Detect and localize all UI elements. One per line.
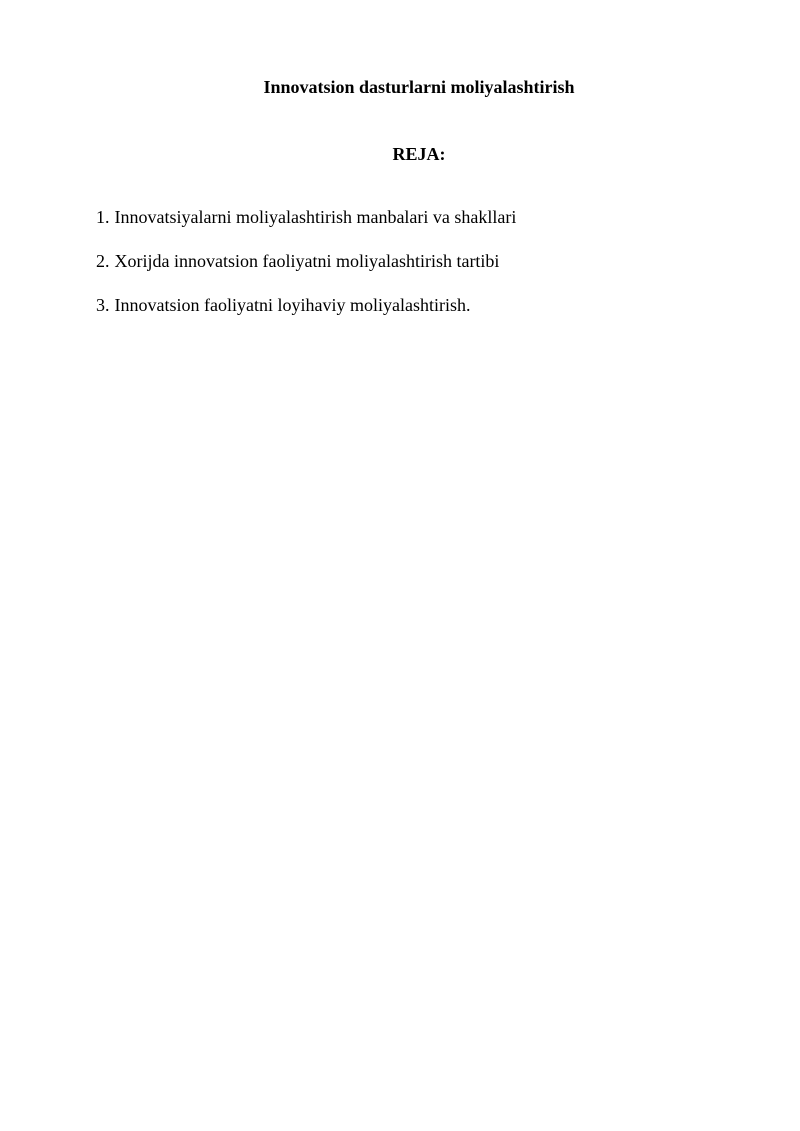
plan-item-number: 3. bbox=[96, 295, 110, 315]
plan-item-text: Innovatsion faoliyatni loyihaviy moliyalashtirish. bbox=[114, 295, 471, 315]
plan-list bbox=[96, 206, 516, 338]
plan-item bbox=[96, 294, 516, 316]
plan-heading: REJA: bbox=[392, 144, 446, 164]
plan-item-number: 1. bbox=[96, 207, 110, 227]
plan-item-text: Xorijda innovatsion faoliyatni moliyalashtirish tartibi bbox=[114, 251, 500, 271]
document-title: Innovatsion dasturlarni moliyalashtirish bbox=[263, 77, 575, 97]
plan-item bbox=[96, 206, 516, 228]
plan-item-text: Innovatsiyalarni moliyalashtirish manbalari va shakllari bbox=[114, 207, 517, 227]
plan-item bbox=[96, 250, 516, 272]
plan-item-number: 2. bbox=[96, 251, 110, 271]
